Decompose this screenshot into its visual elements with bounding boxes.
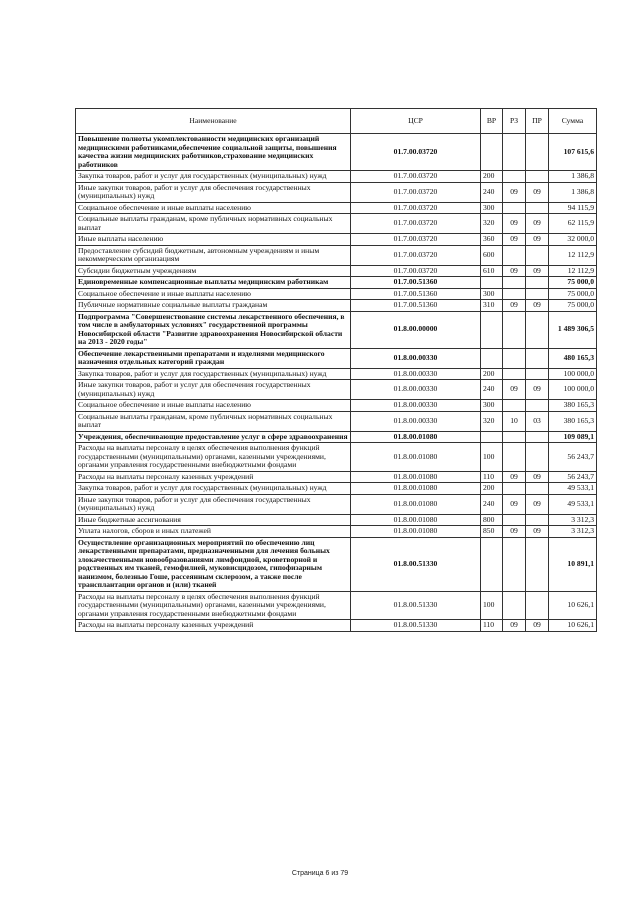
cell-vr: 200 bbox=[481, 368, 503, 380]
table-row bbox=[76, 380, 597, 400]
cell-rz bbox=[503, 134, 526, 171]
cell-sum: 10 626,1 bbox=[549, 591, 597, 620]
cell-csr: 01.7.00.03720 bbox=[351, 134, 481, 171]
cell-vr: 600 bbox=[481, 245, 503, 265]
cell-name: Социальные выплаты гражданам, кроме публичных нормативных социальных выплат bbox=[76, 214, 351, 234]
cell-csr: 01.8.00.00330 bbox=[351, 411, 481, 431]
cell-sum: 49 533,1 bbox=[549, 494, 597, 514]
cell-vr: 200 bbox=[481, 171, 503, 183]
cell-vr: 800 bbox=[481, 514, 503, 526]
table-row bbox=[76, 368, 597, 380]
cell-vr: 240 bbox=[481, 380, 503, 400]
cell-csr: 01.8.00.51330 bbox=[351, 591, 481, 620]
table-row bbox=[76, 494, 597, 514]
cell-vr: 360 bbox=[481, 234, 503, 246]
cell-csr: 01.7.00.03720 bbox=[351, 171, 481, 183]
cell-sum: 1 386,8 bbox=[549, 182, 597, 202]
cell-csr: 01.8.00.00000 bbox=[351, 311, 481, 348]
cell-vr: 200 bbox=[481, 483, 503, 495]
cell-pr: 09 bbox=[526, 214, 549, 234]
cell-pr bbox=[526, 348, 549, 368]
cell-rz bbox=[503, 514, 526, 526]
cell-rz: 10 bbox=[503, 411, 526, 431]
cell-sum: 75 000,0 bbox=[549, 277, 597, 289]
cell-pr: 09 bbox=[526, 494, 549, 514]
cell-csr: 01.7.00.03720 bbox=[351, 234, 481, 246]
cell-csr: 01.8.00.00330 bbox=[351, 400, 481, 412]
cell-pr: 09 bbox=[526, 471, 549, 483]
table-row bbox=[76, 245, 597, 265]
cell-rz bbox=[503, 202, 526, 214]
table-row bbox=[76, 514, 597, 526]
table-row bbox=[76, 311, 597, 348]
cell-pr: 09 bbox=[526, 300, 549, 312]
cell-vr bbox=[481, 134, 503, 171]
table-row bbox=[76, 300, 597, 312]
cell-vr: 110 bbox=[481, 620, 503, 632]
cell-rz bbox=[503, 591, 526, 620]
cell-vr: 300 bbox=[481, 288, 503, 300]
cell-name: Иные бюджетные ассигнования bbox=[76, 514, 351, 526]
page-number: Страница 6 из 79 bbox=[291, 870, 349, 877]
table-body bbox=[76, 134, 597, 632]
cell-rz: 09 bbox=[503, 300, 526, 312]
cell-name: Иные закупки товаров, работ и услуг для обеспечения государственных (муниципальных) нужд bbox=[76, 380, 351, 400]
cell-rz bbox=[503, 400, 526, 412]
cell-pr: 09 bbox=[526, 234, 549, 246]
cell-vr: 300 bbox=[481, 202, 503, 214]
table-row bbox=[76, 171, 597, 183]
table-row bbox=[76, 537, 597, 591]
cell-sum: 94 115,9 bbox=[549, 202, 597, 214]
cell-name: Закупка товаров, работ и услуг для государственных (муниципальных) нужд bbox=[76, 171, 351, 183]
cell-name: Закупка товаров, работ и услуг для государственных (муниципальных) нужд bbox=[76, 483, 351, 495]
header-csr: ЦСР bbox=[351, 109, 481, 134]
cell-sum: 380 165,3 bbox=[549, 400, 597, 412]
cell-vr: 240 bbox=[481, 182, 503, 202]
cell-vr bbox=[481, 277, 503, 289]
cell-sum: 1 489 306,5 bbox=[549, 311, 597, 348]
cell-csr: 01.8.00.51330 bbox=[351, 537, 481, 591]
cell-sum: 10 891,1 bbox=[549, 537, 597, 591]
cell-sum: 3 312,3 bbox=[549, 514, 597, 526]
table-row bbox=[76, 411, 597, 431]
table-row bbox=[76, 134, 597, 171]
cell-sum: 3 312,3 bbox=[549, 526, 597, 538]
cell-sum: 480 165,3 bbox=[549, 348, 597, 368]
cell-rz bbox=[503, 443, 526, 472]
table-row bbox=[76, 182, 597, 202]
cell-pr bbox=[526, 134, 549, 171]
cell-rz bbox=[503, 483, 526, 495]
cell-name: Осуществление организационных мероприятий по обеспечению лиц лекарственными препаратами, предназначенными для лечения больных злокачественными новообразованиями лимфоидной, кроветворной и родственных им тканей, гемофилией, муковисцидозом, гипофизарным нанизмом, болезнью Гоше, рассеянным склерозом, а также после трансплантации органов и (или) тканей bbox=[76, 537, 351, 591]
cell-csr: 01.7.00.03720 bbox=[351, 245, 481, 265]
cell-pr bbox=[526, 368, 549, 380]
cell-rz: 09 bbox=[503, 234, 526, 246]
cell-vr bbox=[481, 348, 503, 368]
cell-sum: 1 386,8 bbox=[549, 171, 597, 183]
cell-vr: 320 bbox=[481, 214, 503, 234]
table-row bbox=[76, 591, 597, 620]
cell-rz bbox=[503, 348, 526, 368]
cell-name: Расходы на выплаты персоналу казенных учреждений bbox=[76, 471, 351, 483]
cell-pr: 03 bbox=[526, 411, 549, 431]
cell-rz: 09 bbox=[503, 526, 526, 538]
cell-name: Единовременные компенсационные выплаты медицинским работникам bbox=[76, 277, 351, 289]
table-row bbox=[76, 288, 597, 300]
cell-rz bbox=[503, 171, 526, 183]
cell-name: Уплата налогов, сборов и иных платежей bbox=[76, 526, 351, 538]
table-row bbox=[76, 214, 597, 234]
cell-vr: 100 bbox=[481, 443, 503, 472]
cell-pr bbox=[526, 171, 549, 183]
table-row bbox=[76, 620, 597, 632]
cell-rz: 09 bbox=[503, 265, 526, 277]
cell-csr: 01.7.00.03720 bbox=[351, 265, 481, 277]
cell-sum: 56 243,7 bbox=[549, 443, 597, 472]
cell-pr bbox=[526, 400, 549, 412]
cell-name: Иные закупки товаров, работ и услуг для обеспечения государственных (муниципальных) нужд bbox=[76, 182, 351, 202]
cell-csr: 01.7.00.03720 bbox=[351, 214, 481, 234]
cell-pr: 09 bbox=[526, 182, 549, 202]
table-row bbox=[76, 471, 597, 483]
cell-rz bbox=[503, 537, 526, 591]
table-row bbox=[76, 277, 597, 289]
cell-vr: 100 bbox=[481, 591, 503, 620]
cell-vr: 240 bbox=[481, 494, 503, 514]
header-sum: Сумма bbox=[549, 109, 597, 134]
cell-vr: 610 bbox=[481, 265, 503, 277]
header-pr: ПР bbox=[526, 109, 549, 134]
cell-name: Иные выплаты населению bbox=[76, 234, 351, 246]
cell-csr: 01.8.00.01080 bbox=[351, 494, 481, 514]
table-header-row bbox=[76, 109, 597, 134]
cell-sum: 12 112,9 bbox=[549, 265, 597, 277]
cell-rz bbox=[503, 311, 526, 348]
cell-csr: 01.8.00.00330 bbox=[351, 348, 481, 368]
budget-table bbox=[75, 108, 597, 632]
table-row bbox=[76, 443, 597, 472]
table-row bbox=[76, 348, 597, 368]
table-row bbox=[76, 483, 597, 495]
cell-csr: 01.8.00.00330 bbox=[351, 380, 481, 400]
cell-csr: 01.8.00.01080 bbox=[351, 431, 481, 443]
cell-csr: 01.7.00.51360 bbox=[351, 277, 481, 289]
cell-name: Обеспечение лекарственными препаратами и изделиями медицинского назначения отдельных категорий граждан bbox=[76, 348, 351, 368]
cell-pr bbox=[526, 431, 549, 443]
table-row bbox=[76, 202, 597, 214]
cell-rz bbox=[503, 245, 526, 265]
cell-name: Социальное обеспечение и иные выплаты населению bbox=[76, 400, 351, 412]
cell-name: Закупка товаров, работ и услуг для государственных (муниципальных) нужд bbox=[76, 368, 351, 380]
cell-rz: 09 bbox=[503, 214, 526, 234]
table-row bbox=[76, 234, 597, 246]
cell-csr: 01.7.00.51360 bbox=[351, 300, 481, 312]
cell-pr bbox=[526, 277, 549, 289]
cell-name: Социальное обеспечение и иные выплаты населению bbox=[76, 202, 351, 214]
cell-pr bbox=[526, 514, 549, 526]
table-row bbox=[76, 265, 597, 277]
cell-csr: 01.7.00.03720 bbox=[351, 202, 481, 214]
table-row bbox=[76, 431, 597, 443]
cell-csr: 01.8.00.01080 bbox=[351, 471, 481, 483]
header-name: Наименование bbox=[76, 109, 351, 134]
cell-vr: 850 bbox=[481, 526, 503, 538]
cell-name: Повышение полноты укомплектованности медицинских организаций медицинскими работниками,обеспечение социальной защиты, повышения качества жизни медицинских работников,страхование медицинских работников bbox=[76, 134, 351, 171]
cell-sum: 49 533,1 bbox=[549, 483, 597, 495]
cell-name: Иные закупки товаров, работ и услуг для обеспечения государственных (муниципальных) нужд bbox=[76, 494, 351, 514]
cell-rz bbox=[503, 431, 526, 443]
cell-vr: 310 bbox=[481, 300, 503, 312]
cell-pr bbox=[526, 537, 549, 591]
table-row bbox=[76, 400, 597, 412]
cell-csr: 01.8.00.01080 bbox=[351, 526, 481, 538]
header-vr: ВР bbox=[481, 109, 503, 134]
cell-sum: 12 112,9 bbox=[549, 245, 597, 265]
cell-rz bbox=[503, 277, 526, 289]
cell-vr: 320 bbox=[481, 411, 503, 431]
cell-vr: 300 bbox=[481, 400, 503, 412]
cell-name: Расходы на выплаты персоналу казенных учреждений bbox=[76, 620, 351, 632]
cell-pr bbox=[526, 311, 549, 348]
cell-pr bbox=[526, 288, 549, 300]
cell-pr: 09 bbox=[526, 265, 549, 277]
cell-name: Учреждения, обеспечивающие предоставление услуг в сфере здравоохранения bbox=[76, 431, 351, 443]
cell-rz: 09 bbox=[503, 620, 526, 632]
cell-sum: 10 626,1 bbox=[549, 620, 597, 632]
cell-rz: 09 bbox=[503, 182, 526, 202]
cell-sum: 75 000,0 bbox=[549, 300, 597, 312]
cell-sum: 100 000,0 bbox=[549, 368, 597, 380]
cell-csr: 01.8.00.51330 bbox=[351, 620, 481, 632]
cell-csr: 01.8.00.01080 bbox=[351, 483, 481, 495]
cell-vr: 110 bbox=[481, 471, 503, 483]
cell-sum: 100 000,0 bbox=[549, 380, 597, 400]
cell-sum: 107 615,6 bbox=[549, 134, 597, 171]
cell-rz bbox=[503, 368, 526, 380]
cell-pr: 09 bbox=[526, 526, 549, 538]
cell-name: Социальные выплаты гражданам, кроме публичных нормативных социальных выплат bbox=[76, 411, 351, 431]
cell-name: Расходы на выплаты персоналу в целях обеспечения выполнения функций государственными (муниципальными) органами, казенными учреждениями, органами управления государственными внебюджетными фондами bbox=[76, 591, 351, 620]
cell-name: Публичные нормативные социальные выплаты гражданам bbox=[76, 300, 351, 312]
cell-pr bbox=[526, 245, 549, 265]
cell-name: Предоставление субсидий бюджетным, автономным учреждениям и иным некоммерческим организациям bbox=[76, 245, 351, 265]
cell-vr bbox=[481, 431, 503, 443]
cell-pr bbox=[526, 483, 549, 495]
cell-name: Подпрограмма "Совершенствование системы лекарственного обеспечения, в том числе в амбулаторных условиях" государственной программы Новосибирской области "Развитие здравоохранения Новосибирской области на 2013 - 2020 годы" bbox=[76, 311, 351, 348]
cell-sum: 62 115,9 bbox=[549, 214, 597, 234]
cell-name: Социальное обеспечение и иные выплаты населению bbox=[76, 288, 351, 300]
cell-csr: 01.7.00.51360 bbox=[351, 288, 481, 300]
cell-csr: 01.8.00.01080 bbox=[351, 443, 481, 472]
cell-sum: 32 000,0 bbox=[549, 234, 597, 246]
cell-csr: 01.8.00.00330 bbox=[351, 368, 481, 380]
cell-sum: 75 000,0 bbox=[549, 288, 597, 300]
cell-pr: 09 bbox=[526, 620, 549, 632]
header-rz: РЗ bbox=[503, 109, 526, 134]
cell-rz: 09 bbox=[503, 471, 526, 483]
cell-name: Расходы на выплаты персоналу в целях обеспечения выполнения функций государственными (муниципальными) органами, казенными учреждениями, органами управления государственными внебюджетными фондами bbox=[76, 443, 351, 472]
cell-rz bbox=[503, 288, 526, 300]
cell-sum: 109 089,1 bbox=[549, 431, 597, 443]
cell-vr bbox=[481, 311, 503, 348]
cell-pr bbox=[526, 591, 549, 620]
cell-rz: 09 bbox=[503, 380, 526, 400]
cell-rz: 09 bbox=[503, 494, 526, 514]
cell-pr: 09 bbox=[526, 380, 549, 400]
cell-pr bbox=[526, 443, 549, 472]
cell-vr bbox=[481, 537, 503, 591]
cell-pr bbox=[526, 202, 549, 214]
cell-csr: 01.8.00.01080 bbox=[351, 514, 481, 526]
cell-sum: 380 165,3 bbox=[549, 411, 597, 431]
table-row bbox=[76, 526, 597, 538]
cell-sum: 56 243,7 bbox=[549, 471, 597, 483]
cell-csr: 01.7.00.03720 bbox=[351, 182, 481, 202]
cell-name: Субсидии бюджетным учреждениям bbox=[76, 265, 351, 277]
